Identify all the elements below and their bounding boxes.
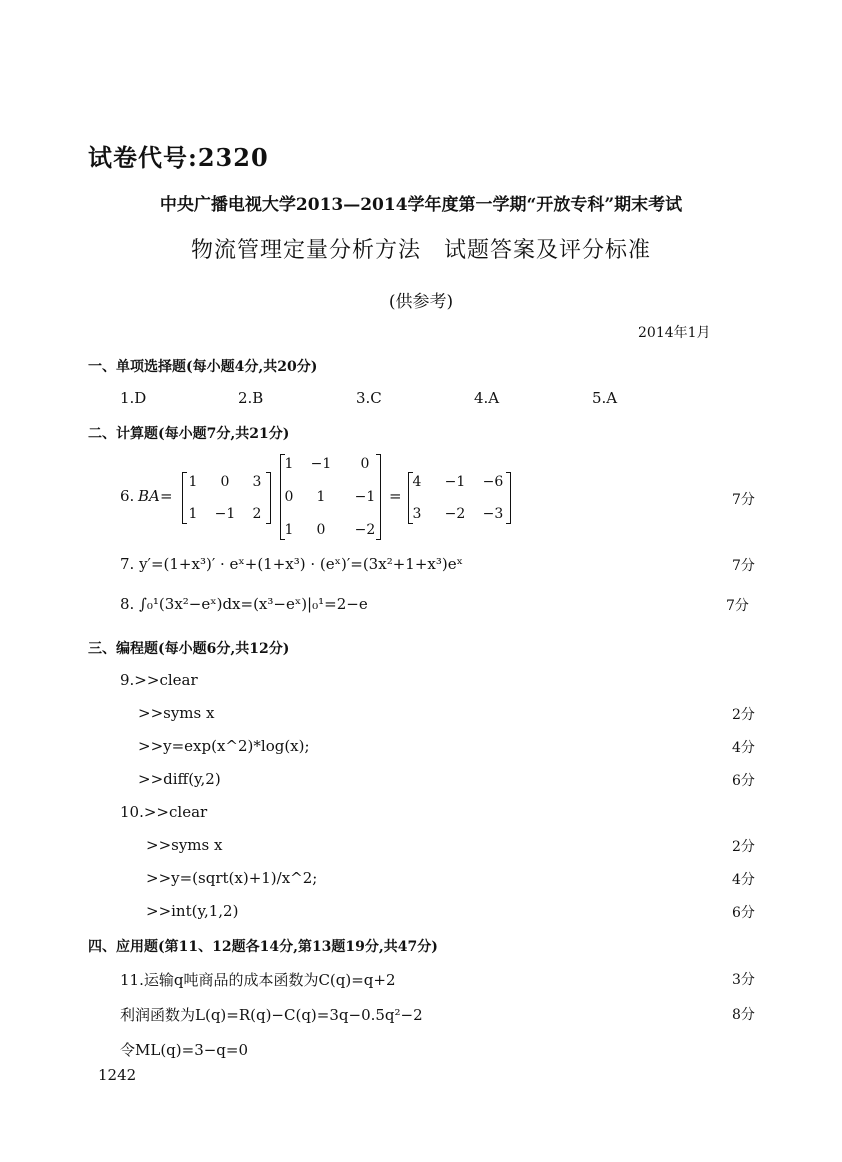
result-cell: −6 xyxy=(482,474,504,490)
bracket xyxy=(376,454,381,540)
answer-2: 2.B xyxy=(238,389,264,407)
line-score: 2分 xyxy=(732,707,755,723)
code-line: >>y=(sqrt(x)+1)/x^2; xyxy=(146,869,318,887)
reference-note: (供参考) xyxy=(388,292,454,312)
q8-answer: 8. ∫₀¹(3x²−eˣ)dx=(x³−eˣ)|₀¹=2−e xyxy=(120,595,368,613)
line-score: 4分 xyxy=(732,740,755,756)
section-heading-3: 三、编程题(每小题6分,共12分) xyxy=(88,641,290,657)
result-cell: −2 xyxy=(444,506,466,522)
matrix-a-cell: 1 xyxy=(284,456,294,472)
code-line: >>syms x xyxy=(146,836,223,854)
q11-line: 利润函数为L(q)=R(q)−C(q)=3q−0.5q²−2 xyxy=(120,1006,423,1024)
matrix-a-cell: 0 xyxy=(360,456,370,472)
matrix-a-cell: 0 xyxy=(316,522,326,538)
q11-line: 令ML(q)=3−q=0 xyxy=(120,1041,249,1059)
section-heading-2: 二、计算题(每小题7分,共21分) xyxy=(88,426,290,442)
exam-code: 试卷代号:2320 xyxy=(88,143,269,172)
q6-lhs: BA xyxy=(138,487,160,505)
answer-5: 5.A xyxy=(592,389,618,407)
equals-sign: = xyxy=(389,487,402,505)
answer-1: 1.D xyxy=(120,389,147,407)
bracket xyxy=(266,472,271,524)
q11-line: 11.运输q吨商品的成本函数为C(q)=q+2 xyxy=(120,971,396,989)
subject-title: 物流管理定量分析方法 试题答案及评分标准 xyxy=(190,238,651,263)
line-score: 8分 xyxy=(732,1007,755,1023)
matrix-b-cell: 2 xyxy=(252,506,262,522)
exam-title: 中央广播电视大学2013—2014学年度第一学期“开放专科”期末考试 xyxy=(159,195,683,215)
result-cell: −3 xyxy=(482,506,504,522)
page-number: 1242 xyxy=(98,1066,137,1084)
result-cell: 4 xyxy=(412,474,422,490)
line-score: 6分 xyxy=(732,905,755,921)
section-heading-1: 一、单项选择题(每小题4分,共20分) xyxy=(88,359,318,375)
code-line: >>y=exp(x^2)*log(x); xyxy=(138,737,310,755)
matrix-a-cell: 1 xyxy=(284,522,294,538)
line-score: 4分 xyxy=(732,872,755,888)
answer-3: 3.C xyxy=(356,389,382,407)
matrix-a-cell: −1 xyxy=(310,456,332,472)
code-line: 9.>>clear xyxy=(120,671,198,689)
code-line: >>diff(y,2) xyxy=(138,770,221,788)
matrix-a-cell: −2 xyxy=(354,522,376,538)
matrix-a-cell: −1 xyxy=(354,489,376,505)
matrix-a-cell: 1 xyxy=(316,489,326,505)
line-score: 6分 xyxy=(732,773,755,789)
q7-answer: 7. y′=(1+x³)′ · eˣ+(1+x³) · (eˣ)′=(3x²+1+x³)eˣ xyxy=(120,555,463,573)
q7-score: 7分 xyxy=(732,558,755,574)
matrix-b-cell: −1 xyxy=(214,506,236,522)
line-score: 3分 xyxy=(732,972,755,988)
q6-score: 7分 xyxy=(732,492,755,508)
matrix-a-cell: 0 xyxy=(284,489,294,505)
code-line: >>syms x xyxy=(138,704,215,722)
result-cell: 3 xyxy=(412,506,422,522)
q6-number: 6. xyxy=(120,487,135,505)
matrix-b-cell: 1 xyxy=(188,506,198,522)
line-score: 2分 xyxy=(732,839,755,855)
answer-4: 4.A xyxy=(474,389,500,407)
equals-sign: = xyxy=(160,487,173,505)
exam-date: 2014年1月 xyxy=(638,325,711,341)
code-line: >>int(y,1,2) xyxy=(146,902,239,920)
result-cell: −1 xyxy=(444,474,466,490)
matrix-b-cell: 1 xyxy=(188,474,198,490)
code-line: 10.>>clear xyxy=(120,803,208,821)
q8-score: 7分 xyxy=(726,598,749,614)
section-heading-4: 四、应用题(第11、12题各14分,第13题19分,共47分) xyxy=(88,939,438,955)
matrix-b-cell: 3 xyxy=(252,474,262,490)
bracket xyxy=(506,472,511,524)
matrix-b-cell: 0 xyxy=(220,474,230,490)
